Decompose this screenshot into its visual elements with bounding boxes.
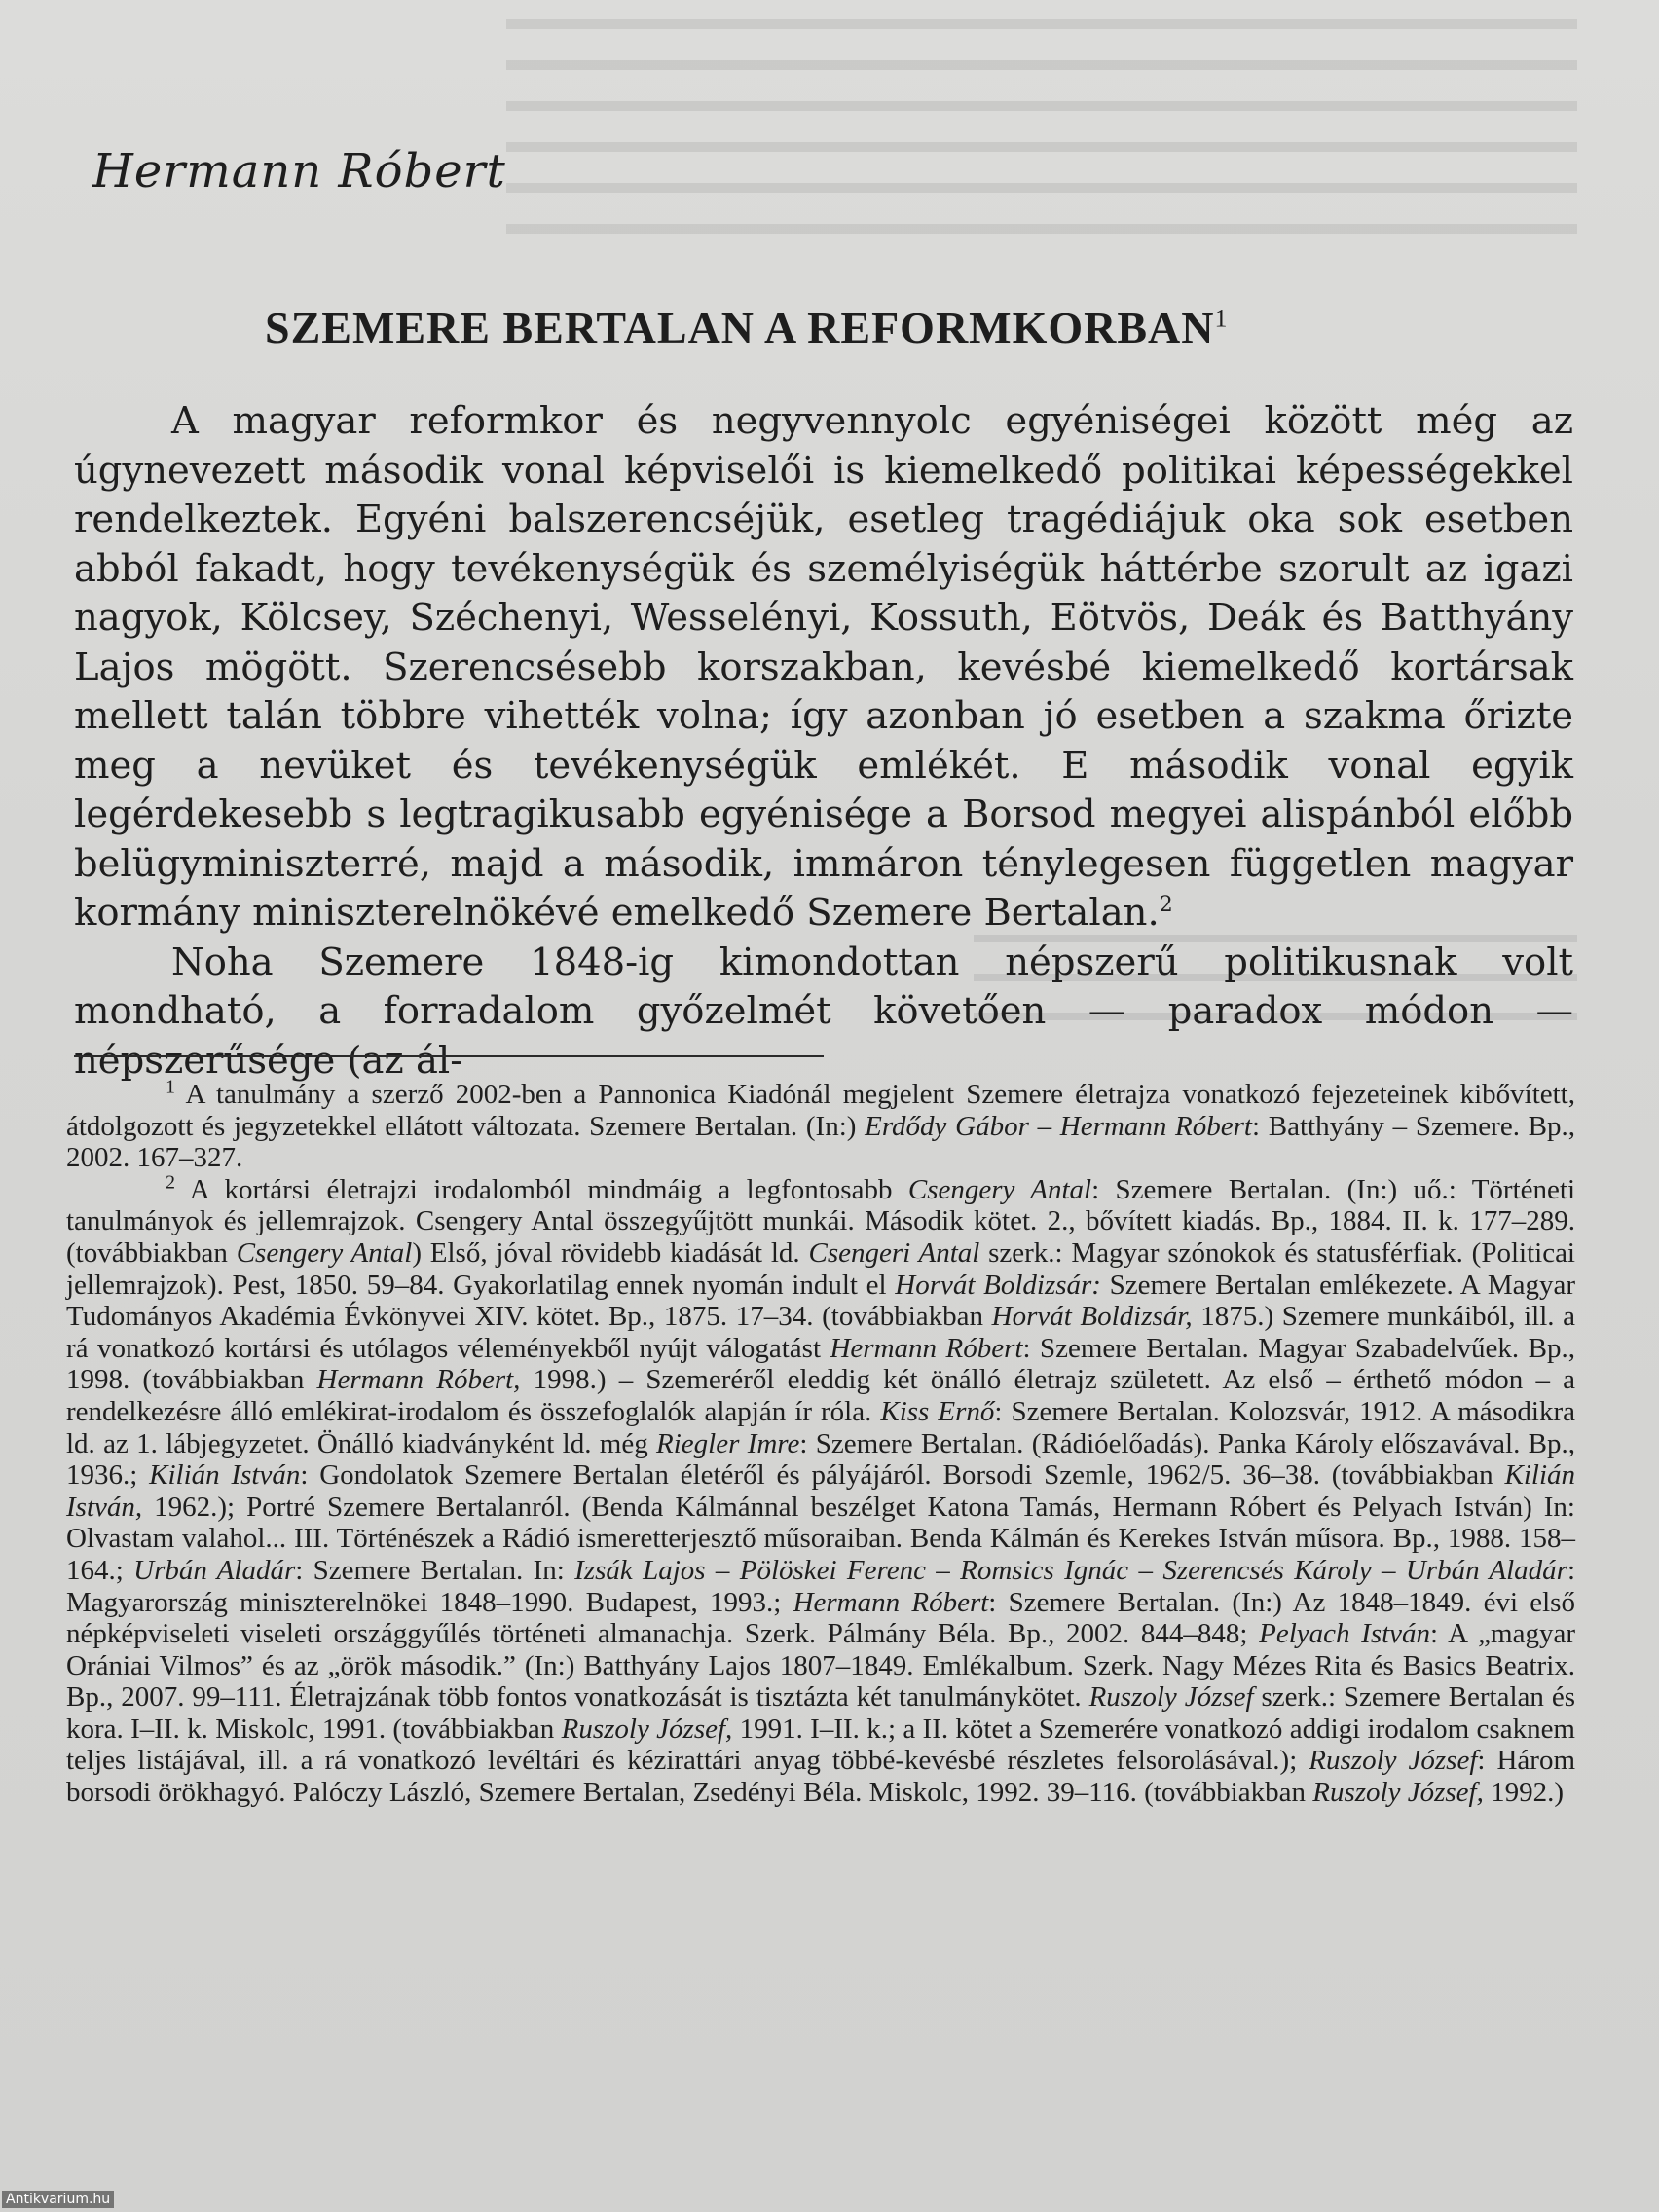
cited-author: Csengery Antal [236,1236,413,1269]
footnote-number: 2 [166,1171,175,1194]
cited-author: Ruszoly József [1088,1681,1254,1714]
bleed-line [506,19,1577,29]
cited-author: Hermann Róbert [793,1586,989,1618]
footnote-text: : A „magyar Orániai Vilmos” és az „örök második.” (In:) Batthyány Lajos 1807–1849. Emlékalbum. Szerk. Nagy Mézes Rita és Basics Beatrix. Bp., 2007. 99–111. Életrajzának több fontos vonatkozását is tisztázta két tanulmánykötet. [66,1618,1575,1714]
footnotes [66,1076,1576,1809]
footnote-text: : Gondolatok Szemere Bertalan életéről és pályájáról. Borsodi Szemle, 1962/5. 36–38. (továbbiakban [300,1459,1505,1492]
cited-author: Izsák Lajos – Pölöskei Ferenc – Romsics Ignác – Szerencsés Károly – Urbán Aladár [574,1554,1567,1586]
footnote-text: : Szemere Bertalan. (In:) Az 1848–1849. évi első népképviseleti viseleti országgyűlés történeti almanachja. Szerk. Pálmány Béla. Bp., 2002. 844–848; [66,1586,1575,1650]
author-name: Hermann Róbert [92,144,506,199]
footnote-text: Szemere Bertalan emlékezete. A Magyar Tudományos Akadémia Évkönyvei XIV. kötet. Bp., 1875. 17–34. (továbbiakban [66,1269,1576,1333]
footnote-text: 1991. I–II. k.; a II. kötet a Szemerére vonatkozó addigi irodalom csaknem teljes listájával, ill. a rá vonatkozó levéltári és kézirattári anyag többé-kevésbé részletes felsorolásával.); [66,1713,1575,1777]
cited-author: Pelyach István [1259,1618,1431,1650]
footnote-text: : Szemere Bertalan. (Rádióelőadás). Panka Károly előszavával. Bp., 1936.; [66,1427,1575,1492]
cited-author: Kiss Ernő [880,1395,995,1427]
title-text: SZEMERE BERTALAN A REFORMKORBAN [265,303,1215,352]
footnote-text: 1998.) – Szemeréről eleddig két önálló életrajz született. Az első – érthető módon – a rendelkezésre álló emlékirat-irodalom és összefoglalók alapján ír róla. [66,1364,1575,1427]
cited-author: Erdődy Gábor – Hermann Róbert [865,1110,1252,1142]
cited-author: Horvát Boldizsár, [991,1301,1193,1333]
site-watermark: Antikvarium.hu [2,2191,114,2208]
footnote-2 [66,1171,1576,1809]
title-note-ref: 1 [1214,304,1229,333]
footnote-text: : Magyarország miniszterelnökei 1848–1990. Budapest, 1993.; [66,1554,1576,1618]
footnote-text: : Batthyány – Szemere. Bp., 2002. 167–327. [66,1110,1575,1174]
footnote-text: szerk.: Szemere Bertalan és kora. I–II. k. Miskolc, 1991. (továbbiakban [66,1681,1575,1745]
footnote-text: : Szemere Bertalan. In: [295,1554,575,1586]
cited-author: Kilián István [149,1459,301,1492]
cited-author: Horvát Boldizsár: [895,1269,1101,1301]
bleed-line [506,183,1577,193]
bleed-line [506,142,1577,152]
footnote-text: : Szemere Bertalan. Kolozsvár, 1912. A másodikra ld. az 1. lábjegyzetet. Önálló kiadványként ld. még [66,1395,1576,1459]
cited-author: Urbán Aladár [133,1554,296,1586]
bleed-line [506,60,1577,70]
footnote-text: szerk.: Magyar szónokok és statusférfiak. (Politicai jellemrajzok). Pest, 1850. 59–84. Gyakorlatilag ennek nyomán indult el [66,1236,1575,1301]
footnote-text: : Három borsodi örökhagyó. Palóczy László, Szemere Bertalan, Zsedényi Béla. Miskolc, 1992. 39–116. (továbbiakban [66,1745,1575,1809]
footnote-text: A kortársi életrajzi irodalomból mindmáig a legfontosabb [175,1173,908,1205]
footnote-number: 1 [166,1076,175,1098]
footnote-text: 1962.); Portré Szemere Bertalanról. (Benda Kálmánnal beszélget Katona Tamás, Hermann Róbert és Pelyach István) In: Olvastam valahol... III. Történészek a Rádió ismeretterjesztő műsoraiban. Benda Kálmán és Kerekes István műsora. Bp., 1988. 158–164.; [66,1491,1575,1586]
cited-author: Kilián István, [66,1459,1576,1523]
cited-author: Ruszoly József, [1312,1777,1484,1809]
paragraph-1-note-ref: 2 [1159,893,1173,918]
cited-author: Ruszoly József, [561,1713,733,1745]
cited-author: Riegler Imre [656,1427,800,1459]
cited-author: Csengery Antal [907,1173,1092,1205]
body-text [74,397,1573,1086]
paragraph-1-text: A magyar reformkor és negyvennyolc egyéniségei között még az úgynevezett második vonal képviselői is kiemelkedő politikai képességekkel rendelkeztek. Egyéni balszerencséjük, esetleg tragédiájuk oka sok esetben abból fakadt, hogy tevékenységük és személyiségük háttérbe szorult az igazi nagyok, Kölcsey, Széchenyi, Wesselényi, Kossuth, Eötvös, Deák és Batthyány Lajos mögött. Szerencsésebb korszakban, kevésbé kiemelkedő kortársak mellett talán többre vihették volna; így azonban jó esetben a szakma őrizte meg a nevüket és tevékenységük emlékét. E második vonal egyik legérdekesebb s legtragikusabb egyénisége a Borsod megyei alispánból előbb belügyminiszterré, majd a második, immáron ténylegesen független magyar kormány miniszterelnökévé emelkedő Szemere Bertalan. [74,399,1573,935]
footnote-1 [66,1076,1575,1174]
cited-author: Ruszoly József [1309,1745,1478,1777]
footnote-text: : Szemere Bertalan. (In:) uő.: Történeti tanulmányok és jellemrajzok. Csengery Antal összegyűjtött munkái. Második kötet. 2., bővített kiadás. Bp., 1884. II. k. 177–289. (továbbiakban [66,1173,1576,1269]
cited-author: Csengeri Antal [808,1236,980,1269]
footnote-divider [74,1055,824,1057]
article-title [265,302,1228,353]
footnote-text: A tanulmány a szerző 2002-ben a Pannonica Kiadónál megjelent Szemere életrajza vonatkozó fejezeteinek kibővített, átdolgozott és jegyzetekkel ellátott változata. Szemere Bertalan. (In:) [66,1079,1575,1142]
bleed-line [506,101,1577,111]
paragraph-1 [74,397,1573,939]
cited-author: Hermann Róbert [830,1332,1023,1364]
footnote-text: 1992.) [1483,1777,1565,1809]
footnote-text: ) Első, jóval rövidebb kiadását ld. [412,1236,809,1269]
cited-author: Hermann Róbert, [316,1364,521,1396]
bleed-line [506,224,1577,234]
paragraph-2: Noha Szemere 1848-ig kimondottan népszerű politikusnak volt mondható, a forradalom győzelmét követően — paradox módon — népszerűsége (az ál- [74,940,1573,1083]
footnote-text: : Szemere Bertalan. Magyar Szabadelvűek. Bp., 1998. (továbbiakban [66,1332,1575,1396]
footnote-text: 1875.) Szemere munkáiból, ill. a rá vonatkozó kortársi és utólagos véleményekből nyújt válogatást [66,1301,1575,1364]
